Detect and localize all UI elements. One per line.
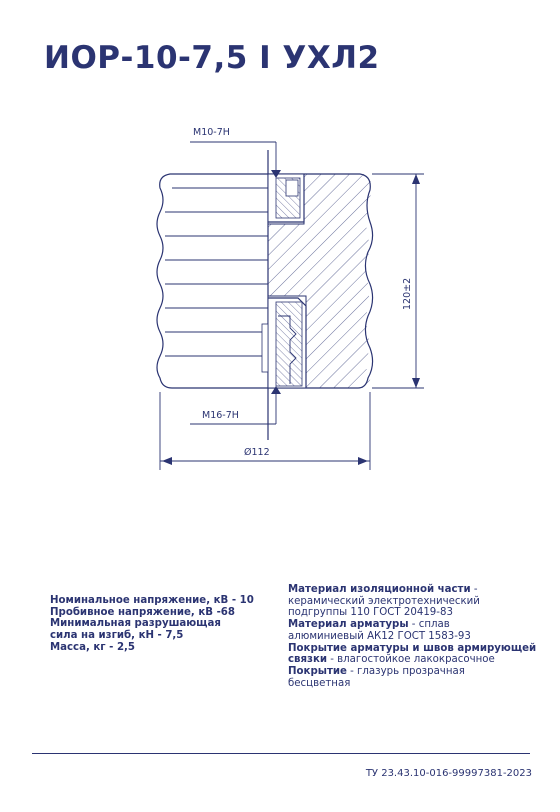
diameter-label: Ø112 xyxy=(244,447,270,458)
top-thread-label: М10-7Н xyxy=(193,127,230,138)
top-fitting xyxy=(268,174,304,224)
specs-right xyxy=(288,584,550,689)
bottom-fitting xyxy=(262,296,306,388)
spec-line: алюминиевый АК12 ГОСТ 1583-93 xyxy=(288,630,471,642)
diameter-dimension xyxy=(160,392,370,470)
footer-divider xyxy=(32,753,530,754)
spec-line: Пробивное напряжение, кВ -68 xyxy=(50,606,235,618)
page-title: ИОР-10-7,5 I УХЛ2 xyxy=(44,40,380,76)
spec-line: Материал арматуры - сплав xyxy=(288,619,450,631)
height-dimension xyxy=(372,174,424,388)
height-label: 120±2 xyxy=(402,277,413,310)
spec-line: бесцветная xyxy=(288,677,351,689)
spec-line: Материал изоляционной части - xyxy=(288,584,478,595)
spec-line: связки - влагостойкое лакокрасочное xyxy=(288,654,495,666)
spec-line: сила на изгиб, кН - 7,5 xyxy=(50,630,184,642)
spec-line: подгруппы 110 ГОСТ 20419-83 xyxy=(288,607,453,619)
spec-line: Покрытие арматуры и швов армирующей xyxy=(288,642,537,654)
spec-line: Минимальная разрушающая xyxy=(50,618,221,630)
spec-line: Номинальное напряжение, кВ - 10 xyxy=(50,595,254,606)
bottom-thread-label: М16-7Н xyxy=(202,410,239,421)
spec-line: Покрытие - глазурь прозрачная xyxy=(288,665,465,677)
spec-line: Масса, кг - 2,5 xyxy=(50,641,135,653)
spec-line: керамический электротехнический xyxy=(288,595,480,607)
footer-spec-code: ТУ 23.43.10-016-99997381-2023 xyxy=(365,768,532,779)
specs-left xyxy=(50,595,280,654)
